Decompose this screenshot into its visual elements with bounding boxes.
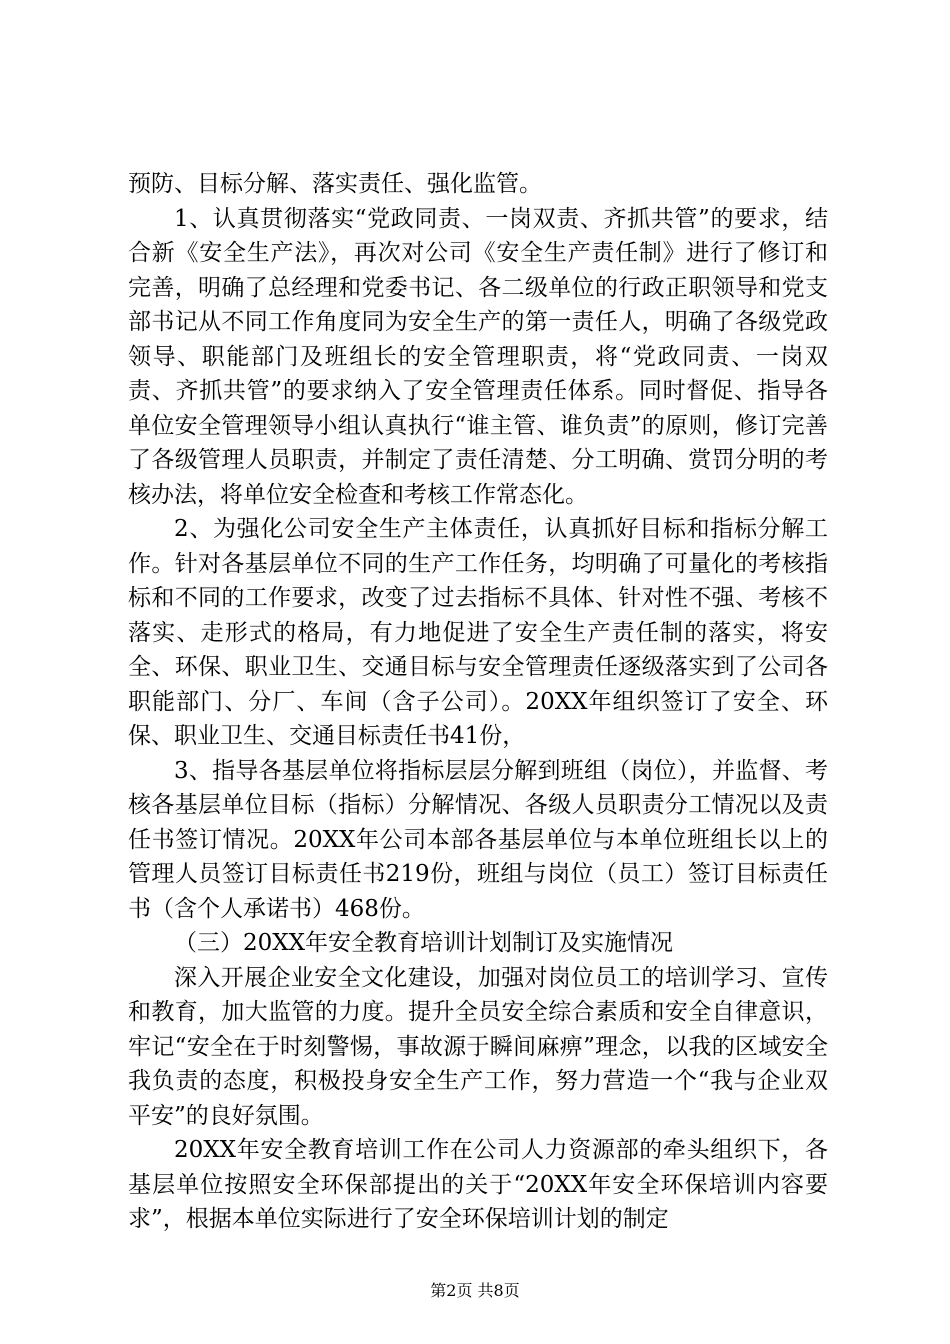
paragraph-continuation: 预防、目标分解、落实责任、强化监管。 [128,171,542,197]
paragraph-item-2: 2、为强化公司安全生产主体责任，认真抓好目标和指标分解工作。针对各基层单位不同的生产工作任务，均明确了可量化的考核指标和不同的工作要求，改变了过去指标不具体、针对性不强、考核不落实、走形式的格局，有力地促进了安全生产责任制的落实，将安全、环保、职业卫生、交通目标与安全管理责任逐级落实到了公司各职能部门、分厂、车间（含子公司）。20XX年组织签订了安全、环保、职业卫生、交通目标责任书41份， [128,516,828,749]
page-number-footer: 第2页 共8页 [430,1281,520,1300]
section-heading: （三）20XX年安全教育培训计划制订及实施情况 [174,930,674,956]
paragraph-training-intro: 深入开展企业安全文化建设，加强对岗位员工的培训学习、宣传和教育，加大监管的力度。提升全员安全综合素质和安全自律意识，牢记“安全在于时刻警惕，事故源于瞬间麻痹”理念，以我的区域安全我负责的态度，积极投身安全生产工作，努力营造一个“我与企业双平安”的良好氛围。 [128,964,828,1129]
paragraph-training-plan: 20XX年安全教育培训工作在公司人力资源部的牵头组织下，各基层单位按照安全环保部提出的关于“20XX年安全环保培训内容要求”，根据本单位实际进行了安全环保培训计划的制定 [128,1137,828,1232]
paragraph-item-1: 1、认真贯彻落实“党政同责、一岗双责、齐抓共管”的要求，结合新《安全生产法》，再次对公司《安全生产责任制》进行了修订和完善，明确了总经理和党委书记、各二级单位的行政正职领导和党支部书记从不同工作角度同为安全生产的第一责任人，明确了各级党政领导、职能部门及班组长的安全管理职责，将“党政同责、一岗双责、齐抓共管”的要求纳入了安全管理责任体系。同时督促、指导各单位安全管理领导小组认真执行“谁主管、谁负责”的原则，修订完善了各级管理人员职责，并制定了责任清楚、分工明确、赏罚分明的考核办法，将单位安全检查和考核工作常态化。 [128,205,828,508]
paragraph-item-3: 3、指导各基层单位将指标层层分解到班组（岗位），并监督、考核各基层单位目标（指标）分解情况、各级人员职责分工情况以及责任书签订情况。20XX年公司本部各基层单位与本单位班组长以上的管理人员签订目标责任书219份，班组与岗位（员工）签订目标责任书（含个人承诺书）468份。 [128,757,828,922]
document-body [128,167,828,1237]
